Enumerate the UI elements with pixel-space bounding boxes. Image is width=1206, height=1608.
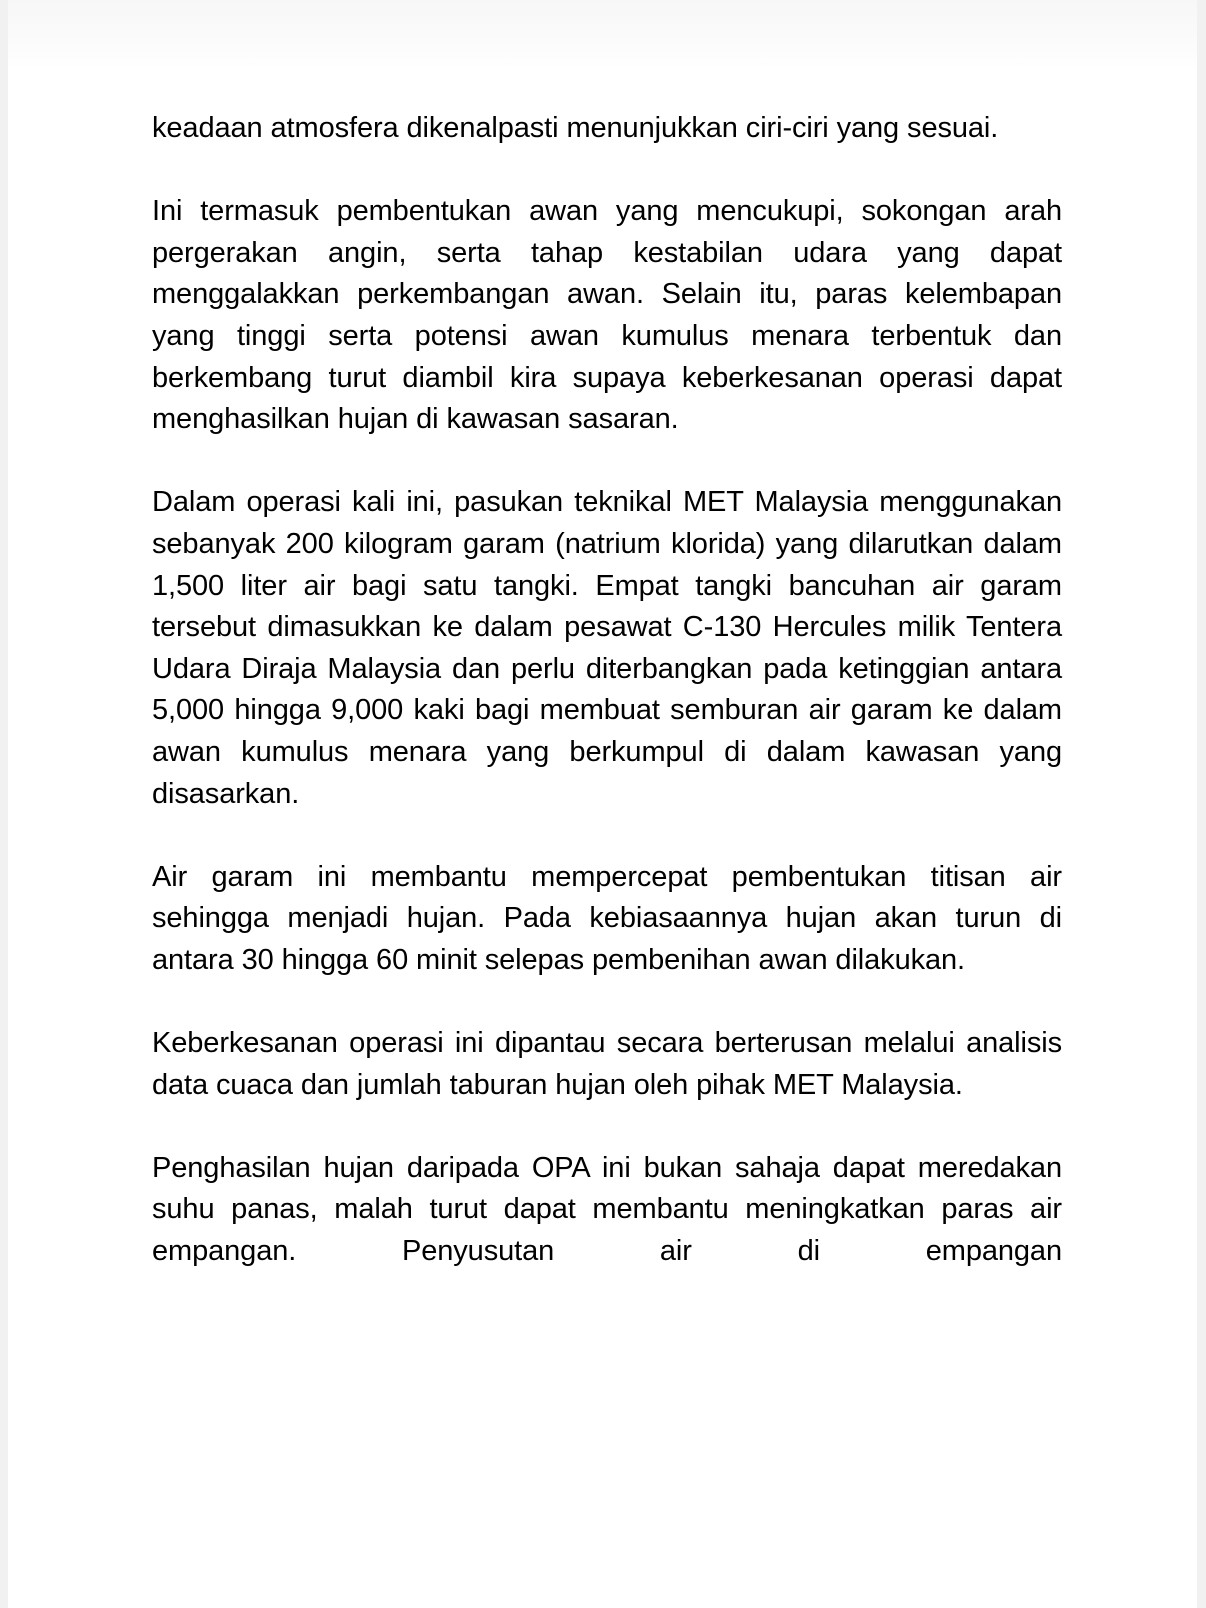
paragraph-2: Ini termasuk pembentukan awan yang mencukupi, sokongan arah pergerakan angin, serta tahap kestabilan udara yang dapat menggalakkan perkembangan awan. Selain itu, paras kelembapan yang tinggi serta potensi awan kumulus menara terbentuk dan berkembang turut diambil kira supaya keberkesanan operasi dapat menghasilkan hujan di kawasan sasaran. [152, 195, 1062, 436]
paragraph-6: Penghasilan hujan daripada OPA ini bukan sahaja dapat meredakan suhu panas, malah turut dapat membantu meningkatkan paras air empangan. Penyusutan air di empangan [152, 1151, 1062, 1268]
article-body [152, 108, 1062, 1314]
paragraph-5: Keberkesanan operasi ini dipantau secara berterusan melalui analisis data cuaca dan jumlah taburan hujan oleh pihak MET Malaysia. [152, 1027, 1062, 1101]
paragraph-4: Air garam ini membantu mempercepat pembentukan titisan air sehingga menjadi hujan. Pada kebiasaannya hujan akan turun di antara 30 hingga 60 minit selepas pembenihan awan dilakukan. [152, 860, 1062, 976]
document-page [8, 0, 1197, 1608]
page-top-shadow [8, 0, 1197, 70]
paragraph-1: keadaan atmosfera dikenalpasti menunjukkan ciri-ciri yang sesuai. [152, 112, 999, 144]
paragraph-3: Dalam operasi kali ini, pasukan teknikal MET Malaysia menggunakan sebanyak 200 kilogram garam (natrium klorida) yang dilarutkan dalam 1,500 liter air bagi satu tangki. Empat tangki bancuhan air garam tersebut dimasukkan ke dalam pesawat C-130 Hercules milik Tentera Udara Diraja Malaysia dan perlu diterbangkan pada ketinggian antara 5,000 hingga 9,000 kaki bagi membuat semburan air garam ke dalam awan kumulus menara yang berkumpul di dalam kawasan yang disasarkan. [152, 486, 1062, 810]
